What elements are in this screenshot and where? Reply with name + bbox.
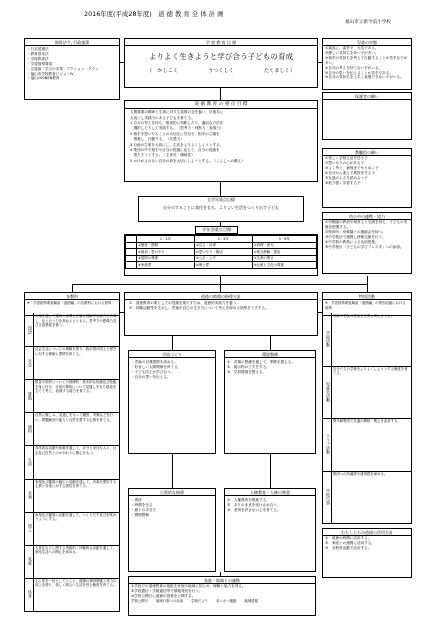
children-item: ③相手の気持ちを考えて行動することが苦手な子が多い。 — [325, 56, 408, 65]
daily-item: ・廊下の歩き方 — [131, 508, 157, 513]
human-heading: 人権教育・人権の尊重 — [225, 489, 315, 496]
laws-item: ・福山市学校教育ビジョンIV — [27, 71, 74, 76]
connector-line — [72, 284, 73, 292]
tokkatsu-row — [323, 313, 411, 366]
moral-period-list — [125, 300, 317, 312]
gakkyu-item: ・自分の思いを伝える。 — [131, 374, 171, 379]
subjects-heading: 各教科 — [25, 293, 119, 300]
human-list — [225, 496, 315, 513]
subject-row-text: 心と体を一体としてとらえ、健康の保持増進と体力の向上を図り、楽しく明るい生活を営む態度を育てる。 — [35, 578, 117, 588]
laws-item: ・教育基本法 — [27, 52, 49, 57]
subject-row — [25, 412, 119, 445]
goal-heading: 学 校 教 育 目 標 — [125, 39, 317, 46]
connector-line — [172, 336, 173, 350]
subject-row — [25, 346, 119, 379]
teachers-item: ⑤友達のよさを認め合う子 — [325, 175, 368, 180]
grade-table-row-index — [126, 262, 137, 269]
daily-heading: 日常的な指導 — [129, 489, 215, 496]
subject-row — [25, 578, 119, 611]
links-item: ③中学校区で連携し情報交換を行う。 — [325, 234, 386, 239]
tokkatsu-row-label: 学級活動 — [323, 313, 332, 366]
grade-table-cell: ③生命の尊さ — [252, 255, 316, 262]
links-item: ④中学校の教員による出前授業。 — [325, 239, 379, 244]
tokkatsu-row — [323, 366, 411, 419]
laws-item: ・福山100NEN教育 — [27, 76, 60, 81]
daily-item: ・挨拶 — [131, 498, 142, 503]
human-item: ① 人権教育を推進する。 — [227, 498, 270, 503]
family-heading: 家庭・地域との連携 — [129, 577, 315, 584]
kankyo-heading: 環境整備 — [225, 351, 315, 358]
focus-list — [125, 109, 317, 165]
family-box — [128, 576, 316, 616]
children-item: ⑥自分の気持ちを上手く表現できない子がいる。 — [325, 75, 404, 80]
connector-line — [220, 572, 221, 576]
parents-heading: 保護者の願い — [323, 93, 411, 100]
year-goal-heading: 全学年重点目標 — [207, 197, 235, 202]
links-item: ②保育所・幼稚園との連絡会を持つ。 — [325, 230, 386, 235]
subject-row-label: 算数 — [25, 379, 34, 412]
tokkatsu-row-text: 自分たちの学校をよりよくしようとする態度を育てる。 — [333, 366, 408, 376]
grade-table-row-index — [126, 249, 137, 256]
children-box — [322, 38, 412, 90]
gakkyu-item: ・子ども同士が学び合う。 — [131, 370, 175, 375]
kankyo-item: ① 花壇の整備を通して、季節を感じる。 — [227, 360, 295, 365]
family-item: ②学校通信・学級通信等で情報発信を行う。 — [131, 589, 203, 594]
connector-line — [72, 284, 368, 285]
teachers-item: ①楽しく学校生活を送る子 — [325, 156, 368, 161]
kankyo-list — [225, 358, 315, 375]
connector-line — [367, 276, 368, 292]
grade-table-cell: ②親切・思いやり — [137, 249, 195, 256]
grade-table-col-header: 1・2年 — [137, 236, 195, 243]
goal-sub — [125, 68, 317, 75]
laws-box — [24, 38, 120, 100]
links-item: ⑤中学校区「子どもの学びフェスタ」への参加。 — [325, 244, 404, 249]
subject-row — [25, 379, 119, 412]
subject-row — [25, 545, 119, 578]
teachers-list — [323, 156, 411, 185]
tokkatsu-row-text: 異年齢集団で共通の興味・関心を追求する。 — [333, 419, 401, 423]
tokkatsu-box — [322, 292, 412, 524]
goal-sub-3: たくましく） — [263, 67, 295, 74]
grade-table-cell: ③規則の尊重 — [137, 255, 195, 262]
teachers-heading: 教職員の願い — [323, 149, 411, 156]
focus-line: 4 集団の中で相手や自分の役割に応じて、自分の役割を — [130, 147, 220, 152]
connector-line — [172, 454, 173, 488]
focus-line: 1 自分の考えを持ち、筋道的に判断したり、適切な方法を — [130, 120, 224, 125]
outside-heading: わたしたちの道徳の活用方針 — [323, 529, 411, 536]
kankyo-box — [224, 350, 316, 454]
subject-row-label: 国語 — [25, 313, 34, 346]
daily-box — [128, 488, 216, 572]
tokkatsu-note: ※ 学習指導要領解説「道徳編」の特別活動における指導 — [323, 300, 411, 316]
subjects-note: ※ 学習指導要領解説「道徳編」の各教科における指導 — [25, 300, 119, 316]
tokkatsu-heading: 特別活動 — [323, 293, 411, 300]
grade-table-cell: ②思いやり・親切 — [194, 249, 252, 256]
row-divider — [323, 471, 411, 472]
gakkyu-item: ・児童の自尊感情を高める。 — [131, 360, 178, 365]
focus-line: 人間尊重の精神と生命に対する畏敬の念を養い、自他共に — [130, 110, 224, 115]
links-box — [322, 212, 412, 274]
focus-box — [124, 100, 318, 182]
outside-list — [323, 536, 411, 551]
gakkyu-heading: 学級づくり — [129, 351, 215, 358]
links-heading: 幼小中の連携・協力 — [323, 213, 411, 220]
subject-row — [25, 445, 119, 478]
outside-item: ① 道徳の時間に活用する。 — [325, 536, 372, 541]
row-divider — [25, 578, 119, 579]
laws-item: ・広島県「学びの変革」アクション・プラン — [27, 66, 99, 71]
human-item: ② ありのままを受け止め合う。 — [227, 503, 281, 508]
gakkyu-list — [129, 358, 215, 379]
subject-row-text: 言葉を通して適切に表現し正確に理解する能力を育成し、伝え合う力を高めるとともに、思考力や想像力及び言語感覚を養う。 — [35, 314, 117, 328]
teachers-item: ②思いやりの心がある子 — [325, 161, 365, 166]
focus-line: 3 自他の生命を大切にし、生活をよりよくしようとする。 — [130, 142, 224, 147]
family-table-cell: 学校だより — [191, 598, 209, 603]
daily-item: ・整理整頓 — [131, 512, 149, 517]
subject-row — [25, 512, 119, 545]
children-item: ①素直に、素朴で、元気である。 — [325, 46, 379, 51]
grade-table-cell: ①自主・自律 — [194, 242, 252, 249]
moral-period-heading: 道徳の時間の指導方針 — [125, 293, 317, 300]
focus-line: 尊重し、行動する。（共感力） — [130, 137, 184, 142]
page-title: 2016年度(平成28年度) 道 徳 教 育 全 体 計 画 — [84, 10, 224, 18]
subject-row-text: 具体的な活動や体験を通して、自分と身近な人々、社会及び自然とのかかわりに関心をもつ。 — [35, 446, 117, 456]
tokkatsu-row — [323, 418, 411, 471]
gakkyu-item: ・好ましい人間関係を育てる。 — [131, 365, 182, 370]
connector-line — [220, 182, 221, 196]
family-item: ①学校での道徳教育の取組を家庭や地域に知らせ、理解と協力を得る。 — [131, 584, 246, 589]
subjects-rows — [25, 313, 119, 611]
school-name: 福山市立新今浜小学校 — [345, 20, 391, 25]
grade-table-col-header: 3・4年 — [194, 236, 252, 243]
tokkatsu-row-label: クラブ活動 — [323, 418, 332, 471]
row-divider — [323, 366, 411, 367]
grade-table-row-index — [126, 242, 137, 249]
subject-row-label: 体育 — [25, 578, 34, 611]
human-box — [224, 488, 316, 572]
moral-period-box — [124, 292, 318, 336]
tokkatsu-row — [323, 471, 411, 524]
teachers-item: ③よく考え、最後までやりぬく子 — [325, 166, 379, 171]
subject-row-label: 社会 — [25, 346, 34, 379]
gakkyu-box — [128, 350, 216, 454]
moral-period-item: ① 道徳教育の要としての役割を果たすため、道徳的実践力を養う。 — [129, 301, 240, 306]
subject-row — [25, 313, 119, 346]
outside-item: ③ 全教育活動で活用する。 — [325, 546, 372, 551]
connector-line — [220, 222, 221, 226]
focus-line: 5 かけがえのない自分の命を大切にしようとする。（くらしへの構え） — [130, 158, 245, 163]
grade-table-cell: ④伝統と文化の尊重 — [252, 262, 316, 269]
connector-line — [318, 62, 322, 63]
links-list — [323, 220, 411, 249]
grade-table-cell: ④郷土愛 — [194, 262, 252, 269]
laws-list — [25, 46, 119, 81]
focus-line: 2 相手を思いやることの大切さに気付き、相手の立場を — [130, 131, 220, 136]
laws-item: ・学習指導要領 — [27, 61, 53, 66]
tokkatsu-rows — [323, 313, 411, 523]
laws-heading: 関係法令, 行政施策 — [25, 39, 119, 46]
family-table-cell: 学校公開日 — [131, 598, 148, 603]
parents-box — [322, 92, 412, 140]
connector-line — [120, 312, 124, 313]
grade-table-cell: ①真理・探究 — [252, 242, 316, 249]
grade-table-cell: ④家族愛 — [137, 262, 195, 269]
subject-row-label: 図工 — [25, 512, 34, 545]
goal-box — [124, 38, 318, 88]
goal-sub-2: うつくしく — [208, 67, 234, 74]
subject-row-label: 家庭 — [25, 545, 34, 578]
family-table — [129, 599, 315, 604]
row-divider — [25, 512, 119, 513]
children-item: ⑤自分の思いを伝えることが苦手である。 — [325, 70, 393, 75]
children-list — [323, 46, 411, 80]
subject-row-label: 音楽 — [25, 479, 34, 512]
kankyo-item: ③ 学習環境を整える。 — [227, 370, 267, 375]
tokkatsu-row-label: 児童会活動 — [323, 366, 332, 419]
row-divider — [323, 418, 411, 419]
family-table-cell: 地域清掃 — [244, 598, 258, 603]
year-goal-text: 自分のすることに責任をもち、よりよい生活をつくり出す子ども — [163, 205, 279, 211]
subject-row-text: 自然に親しみ、見通しをもって観察、実験などを行い、問題解決の能力と自然を愛する心情を育てる。 — [35, 413, 114, 422]
year-goal-box — [138, 196, 304, 222]
children-heading: 児童の実態 — [323, 39, 411, 46]
family-item: ③学校公開日に道徳の授業を公開する。 — [131, 594, 196, 599]
kankyo-item: ② 掲示物の工夫をする。 — [227, 365, 270, 370]
links-item: ①幼稚園の教員や保育士と交流を持ち、子どもの実態を把握する。 — [325, 220, 408, 230]
daily-item: ・時間を守る — [131, 503, 153, 508]
row-divider — [25, 379, 119, 380]
connector-line — [220, 88, 221, 100]
subject-row-text: 表現及び鑑賞の幅広い活動を通して、音楽を愛好する心情と音楽に対する感性を育てる。 — [35, 479, 117, 489]
grade-table-cell: ①節度・節制 — [137, 242, 195, 249]
grade-table-cell: ③公正・公平 — [194, 255, 252, 262]
row-divider — [25, 412, 119, 413]
focus-line: 果たそうとする。（主体性・積極性） — [130, 153, 195, 158]
family-table-cell: 地域行事への参加 — [155, 598, 184, 603]
subject-row-label: 生活 — [25, 445, 34, 478]
teachers-item: ④自分から進んで挨拶をする子 — [325, 170, 375, 175]
focus-line: 大切にし実践力のある子どもを育てる。 — [130, 115, 195, 120]
teachers-item: ⑥粘り強く学習する子 — [325, 180, 361, 185]
row-divider — [25, 346, 119, 347]
subject-row-text: 社会生活についての理解を図り、我が国の国土と歴史に対する理解と愛情を育てる。 — [35, 347, 117, 356]
grade-table-col-header: 5・6年 — [252, 236, 316, 243]
moral-period-item: ② 体験活動等を生かし、児童が自己の生き方について考えを深める指導を工夫する。 — [129, 306, 269, 311]
grade-table-corner — [126, 236, 137, 243]
family-list — [129, 584, 315, 599]
connector-line — [270, 454, 271, 488]
daily-list — [129, 496, 215, 517]
family-table-cell: あいさつ運動 — [216, 598, 237, 603]
grade-table-row-index — [126, 255, 137, 262]
row-divider — [25, 545, 119, 546]
goal-sub-1: （ かしこく — [147, 67, 179, 74]
teachers-box — [322, 148, 412, 208]
grade-table-cell: ②相互理解・寛容 — [252, 249, 316, 256]
connector-line — [318, 312, 322, 313]
tokkatsu-row-text: 集団への所属感や連帯感を深める。 — [333, 471, 388, 476]
children-item: ②優しい気持ちを持つ子が多い。 — [325, 51, 379, 56]
row-divider — [25, 479, 119, 480]
subject-row — [25, 479, 119, 512]
subject-row-text: 数量や図形についての基礎的・基本的な知識及び技能を身に付け、日常の事象について見通しをもち筋道を立てて考え、表現する能力を育てる。 — [35, 380, 117, 394]
laws-item: ・日本国憲法 — [27, 47, 49, 52]
goal-main: よりよく生きようと学び合う子どもの育成 — [148, 52, 294, 62]
subject-row-label: 理科 — [25, 412, 34, 445]
laws-item: ・学校教育法 — [27, 57, 49, 62]
connector-line — [270, 336, 271, 350]
row-divider — [25, 445, 119, 446]
subject-row-text: 表現及び鑑賞の活動を通して、つくりだす喜びを味わうようにする。 — [35, 512, 117, 522]
subjects-box — [24, 292, 120, 612]
connector-line — [120, 62, 124, 63]
grade-table-heading: 学年別重点目標 — [195, 226, 238, 234]
focus-line: 選択したりして実践する。（思考力・判断力・表現力） — [130, 126, 224, 131]
tokkatsu-row-text: 学級や学校の生活を充実し向上させる。 — [333, 314, 395, 318]
subject-row-text: 衣食住などに関する実践的・体験的な活動を通して、家庭生活への関心を高める。 — [35, 545, 117, 555]
outside-box — [322, 528, 412, 578]
children-item: ④自分の考えを持てない子がいる。 — [325, 65, 383, 70]
human-item: ③ 差別を許さない心を育てる。 — [227, 508, 281, 513]
tokkatsu-row-label: 学校行事 — [323, 471, 332, 524]
outside-item: ② 家庭との連携に活用する。 — [325, 541, 375, 546]
grade-table — [124, 234, 318, 276]
focus-heading: 道 徳 教 育 の 重 点 目 標 — [125, 101, 317, 109]
